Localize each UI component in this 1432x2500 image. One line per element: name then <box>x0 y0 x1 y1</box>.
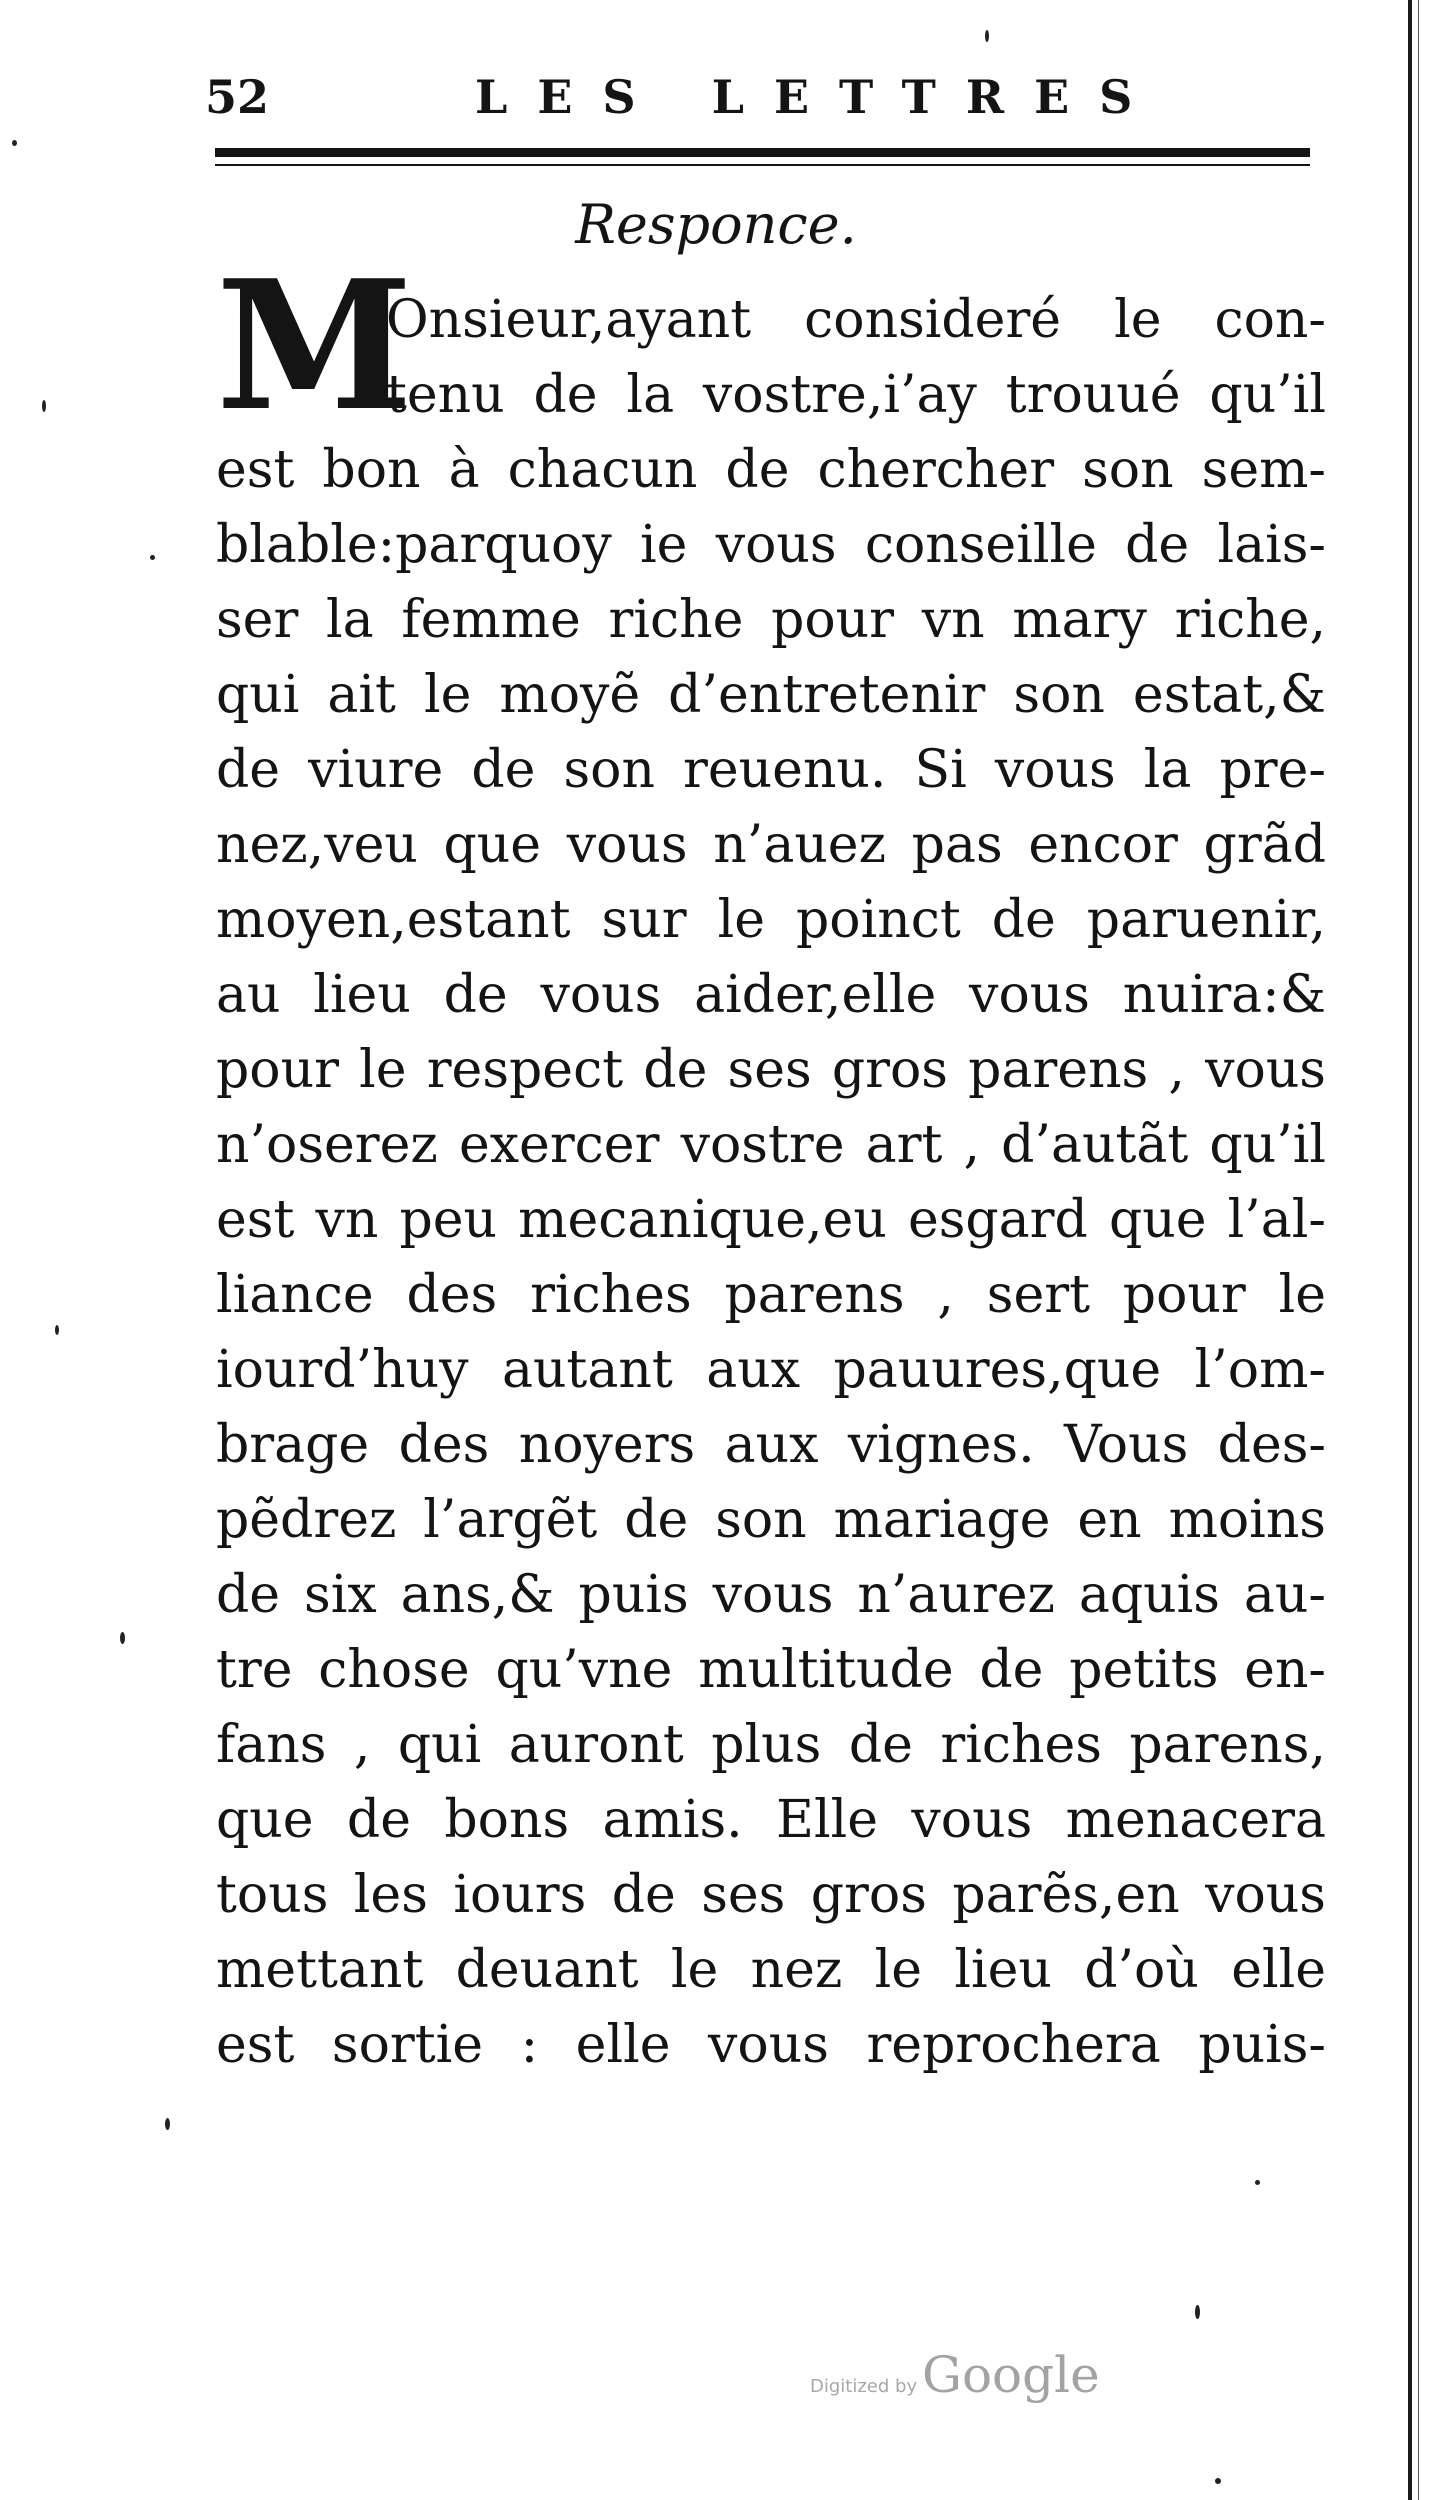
running-title: LES LETTRES <box>475 70 1163 124</box>
text-line: fans , qui auront plus de riches parens, <box>216 1715 1326 1775</box>
digitized-stamp <box>810 2345 1110 2415</box>
text-line: n’oserez exercer vostre art , d’autãt qu’il <box>216 1115 1326 1175</box>
text-line: ser la femme riche pour vn mary riche, <box>216 590 1326 650</box>
page-number: 52 <box>205 70 270 124</box>
text-line: moyen,estant sur le poinct de paruenir, <box>216 890 1326 950</box>
digitized-label: Digitized by <box>810 2376 918 2397</box>
scan-speck <box>1215 2478 1221 2484</box>
running-head <box>205 62 1315 132</box>
scan-speck <box>12 140 17 146</box>
text-line: que de bons amis. Elle vous menacera <box>216 1790 1326 1850</box>
google-wordmark: Google <box>922 2346 1100 2404</box>
text-line: brage des noyers aux vignes. Vous des- <box>216 1415 1326 1475</box>
scan-speck <box>985 30 989 42</box>
text-line: est vn peu mecanique,eu esgard que l’al- <box>216 1190 1326 1250</box>
text-line: blable:parquoy ie vous conseille de lais- <box>216 515 1326 575</box>
text-line: au lieu de vous aider,elle vous nuira:& <box>216 965 1326 1025</box>
text-line: est sortie : elle vous reprochera puis- <box>216 2015 1326 2075</box>
text-line: mettant deuant le nez le lieu d’où elle <box>216 1940 1326 2000</box>
header-rule <box>215 148 1310 157</box>
scan-speck <box>120 1632 125 1644</box>
text-line: pour le respect de ses gros parens , vous <box>216 1040 1326 1100</box>
body-text <box>216 241 1326 2083</box>
drop-cap: M <box>216 241 414 450</box>
scan-speck <box>55 1325 59 1335</box>
section-title: Responce. <box>575 193 857 256</box>
text-line: tre chose qu’vne multitude de petits en- <box>216 1640 1326 1700</box>
text-line: est bon à chacun de chercher son sem- <box>216 440 1326 500</box>
binding-edge-inner <box>1418 0 1419 2500</box>
text-line: tenu de la vostre,i’ay trouué qu’il <box>386 365 1326 425</box>
text-line: de six ans,& puis vous n’aurez aquis au- <box>216 1565 1326 1625</box>
text-line: Onsieur,ayant consideré le con- <box>386 290 1326 350</box>
binding-edge <box>1408 0 1412 2500</box>
scan-speck <box>1255 2180 1260 2185</box>
text-line: qui ait le moyẽ d’entretenir son estat,& <box>216 665 1326 725</box>
text-line: de viure de son reuenu. Si vous la pre- <box>216 740 1326 800</box>
text-line: nez,veu que vous n’auez pas encor grãd <box>216 815 1326 875</box>
scan-speck <box>150 555 155 560</box>
header-rule-thin <box>215 164 1310 166</box>
scan-speck <box>1195 2305 1200 2319</box>
scan-speck <box>42 400 46 412</box>
text-line: iourd’huy autant aux pauures,que l’om- <box>216 1340 1326 1400</box>
text-line: tous les iours de ses gros parẽs,en vous <box>216 1865 1326 1925</box>
scan-speck <box>165 2118 170 2130</box>
text-line: liance des riches parens , sert pour le <box>216 1265 1326 1325</box>
text-line: pẽdrez l’argẽt de son mariage en moins <box>216 1490 1326 1550</box>
